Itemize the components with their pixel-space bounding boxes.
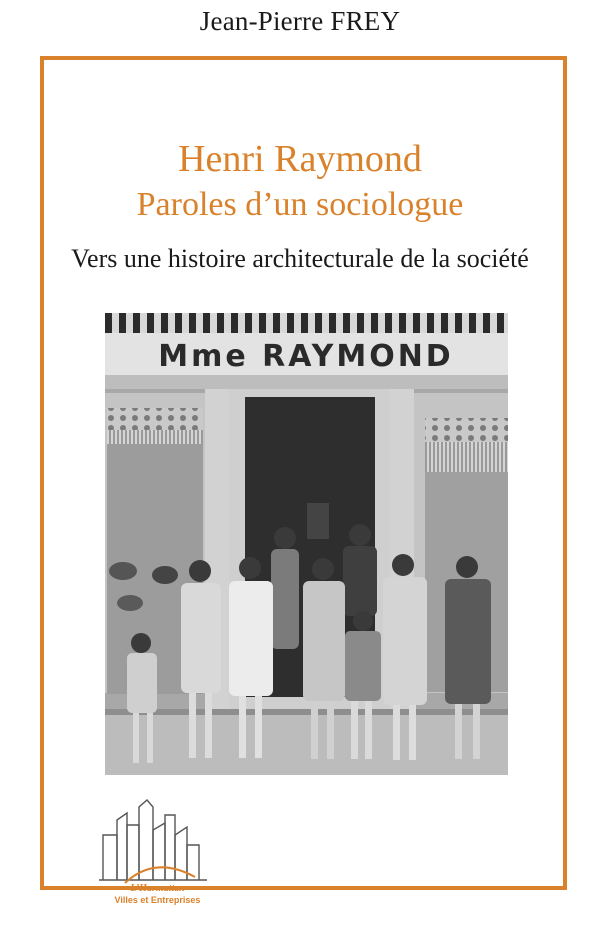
shop-sign-text: Mme RAYMOND [158, 339, 454, 374]
shopfront-photo-illustration [105, 313, 508, 775]
publisher-logo [95, 795, 220, 925]
publisher-name: L’Harmattan [130, 883, 185, 894]
city-skyline-icon [95, 795, 220, 885]
publisher-collection: Villes et Entreprises [114, 895, 201, 905]
book-subtitle: Vers une histoire architecturale de la société [71, 244, 529, 273]
book-title: Henri Raymond [178, 138, 422, 180]
cover-photo [105, 313, 508, 775]
book-title-line2: Paroles d’un sociologue [136, 186, 464, 223]
author-name: Jean-Pierre FREY [199, 6, 401, 36]
